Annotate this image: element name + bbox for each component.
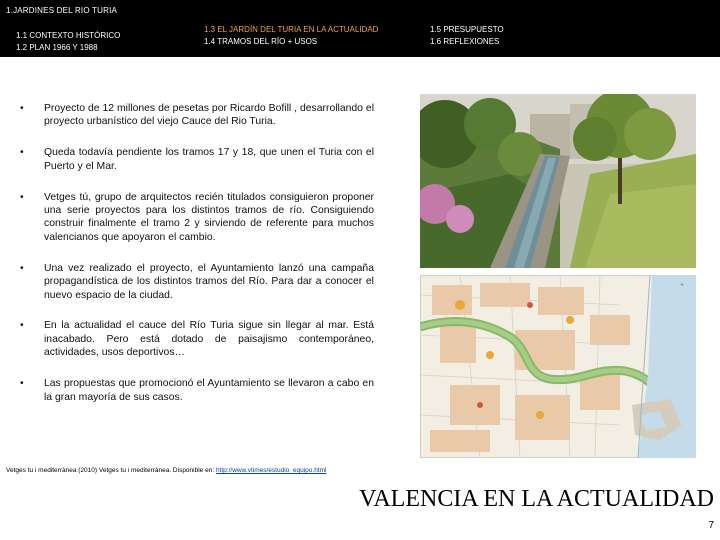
nav-link-plan-1966-1988[interactable]: 1.2 PLAN 1966 Y 1988 <box>16 43 98 52</box>
nav-link-contexto-historico[interactable]: 1.1 CONTEXTO HISTÓRICO <box>16 31 121 40</box>
bullet-text: Las propuestas que promocionó el Ayuntamiento se llevaron a cabo en la gran mayoría de sus casos. <box>44 378 374 403</box>
bullet-text: Queda todavía pendiente los tramos 17 y 18, que unen el Turia con el Puerto y el Mar. <box>44 147 374 172</box>
list-item <box>20 262 374 302</box>
citation <box>6 467 327 474</box>
nav-link-jardin-actualidad[interactable]: 1.3 EL JARDÍN DEL TURIA EN LA ACTUALIDAD <box>204 25 379 34</box>
nav-link-presupuesto[interactable]: 1.5 PRESUPUESTO <box>430 25 504 34</box>
nav-column-2 <box>204 24 378 48</box>
section-title: 1.JARDINES DEL RIO TURIA <box>6 6 118 15</box>
page-number: 7 <box>708 520 714 531</box>
bullet-dot: • <box>20 191 24 203</box>
bullet-list <box>20 102 374 422</box>
bullet-dot: • <box>20 378 24 390</box>
list-item <box>20 102 374 129</box>
svg-text:+: + <box>680 282 685 289</box>
valencia-city-map <box>420 275 696 458</box>
list-item <box>20 377 374 404</box>
bullet-text: En la actualidad el cauce del Río Turia sigue sin llegar al mar. Está inacabado. Pero está dotado de paisajismo contemporáneo, actividades, usos deportivos… <box>44 320 374 359</box>
nav-link-tramos-usos[interactable]: 1.4 TRAMOS DEL RÍO + USOS <box>204 37 318 46</box>
bullet-dot: • <box>20 262 24 274</box>
citation-link[interactable]: http://www.vtimes/estudio_equipo.html <box>215 467 327 474</box>
bullet-dot: • <box>20 320 24 332</box>
nav-column-1 <box>16 30 120 54</box>
list-item <box>20 191 374 245</box>
list-item <box>20 319 374 359</box>
header-bar <box>0 0 720 57</box>
nav-link-reflexiones[interactable]: 1.6 REFLEXIONES <box>430 37 500 46</box>
river-garden-illustration <box>420 94 696 268</box>
bullet-dot: • <box>20 103 24 114</box>
citation-text: Vetges tu i mediterrànea (2010) Vetges tu i mediterrànea. Disponible en: <box>6 467 215 474</box>
bullet-text: Una vez realizado el proyecto, el Ayuntamiento lanzó una campaña propagandística de los distintos tramos del Río. Para dar a conocer el nuevo espacio de la ciudad. <box>44 262 374 301</box>
footer-title: VALENCIA EN LA ACTUALIDAD <box>359 486 714 512</box>
city-map-illustration <box>420 275 696 458</box>
list-item <box>20 146 374 173</box>
nav-column-3 <box>430 24 504 48</box>
bullet-text: Proyecto de 12 millones de pesetas por Ricardo Bofill , desarrollando el proyecto urbanístico del viejo Cauce del Rio Turia. <box>44 103 374 128</box>
river-garden-photo <box>420 94 696 268</box>
bullet-text: Vetges tú, grupo de arquitectos recién titulados consiguieron proponer una serie proyectos para los distintos tramos de río. Consiguiendo construir finalmente el tramo 2 y sirviendo de referente para muchos valencianos que apoyaron el cambio. <box>44 191 374 243</box>
bullet-dot: • <box>20 147 24 159</box>
